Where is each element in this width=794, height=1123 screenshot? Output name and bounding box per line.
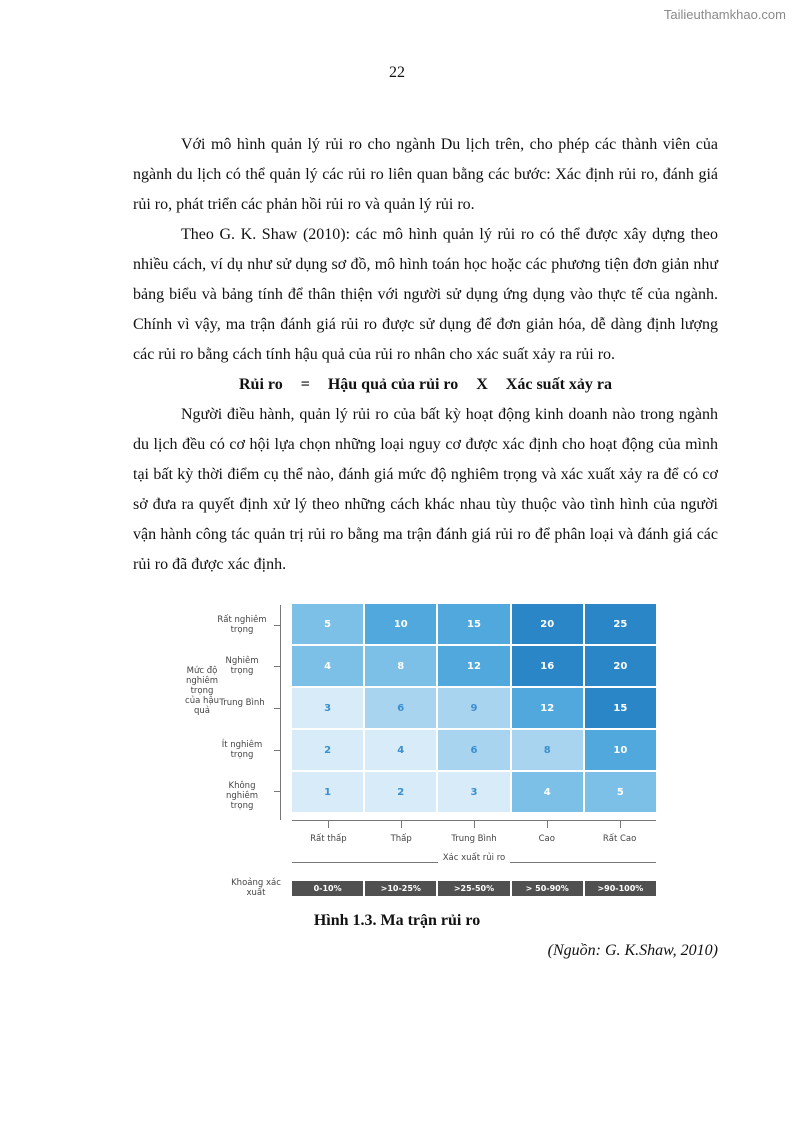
probability-ranges (292, 881, 656, 896)
probability-range: > 50-90% (512, 881, 583, 896)
y-tick (274, 750, 281, 751)
probability-range: >25-50% (438, 881, 509, 896)
matrix-cell: 4 (292, 646, 363, 686)
range-label: Khoảng xác xuất (231, 878, 281, 898)
matrix-cell: 20 (512, 604, 583, 644)
formula-equals: = (300, 376, 310, 393)
probability-range: 0-10% (292, 881, 363, 896)
row-label: Rất nghiêm trọng (217, 614, 267, 635)
y-tick (274, 791, 281, 792)
matrix-cell: 25 (585, 604, 656, 644)
matrix-cell: 3 (438, 772, 509, 812)
x-tick (328, 820, 329, 828)
matrix-cell: 10 (585, 730, 656, 770)
matrix-cell: 8 (365, 646, 436, 686)
matrix-cell: 2 (292, 730, 363, 770)
matrix-cell: 5 (292, 604, 363, 644)
column-label: Rất thấp (310, 834, 347, 844)
matrix-cell: 8 (512, 730, 583, 770)
matrix-cell: 4 (512, 772, 583, 812)
matrix-cell: 20 (585, 646, 656, 686)
matrix-cell: 12 (438, 646, 509, 686)
y-axis-line (280, 605, 281, 820)
matrix-cell: 3 (292, 688, 363, 728)
paragraph-1: Với mô hình quản lý rủi ro cho ngành Du lịch trên, cho phép các thành viên của ngành du lịch có thể quản lý các rủi ro liên quan bằng các bước: Xác định rủi ro, đánh giá rủi ro, phát triển các phản hồi rủi ro và quản lý rủi ro. (133, 136, 718, 213)
probability-range: >10-25% (365, 881, 436, 896)
y-axis-title: Mức độ nghiêm trọng của hậu quả (185, 666, 219, 716)
matrix-cell: 12 (512, 688, 583, 728)
matrix-cell: 5 (585, 772, 656, 812)
row-label: Nghiêm trọng (225, 656, 259, 677)
matrix-cell: 10 (365, 604, 436, 644)
x-tick (474, 820, 475, 828)
x-tick (401, 820, 402, 828)
risk-matrix-figure (185, 600, 660, 900)
y-tick (274, 625, 281, 626)
formula-term1: Hậu quả của rủi ro (327, 376, 459, 393)
matrix-cell: 2 (365, 772, 436, 812)
figure-source: (Nguồn: G. K.Shaw, 2010) (547, 942, 718, 959)
column-label: Thấp (390, 834, 412, 844)
paragraph-2: Theo G. K. Shaw (2010): các mô hình quản lý rủi ro có thể được xây dựng theo nhiều cách, ví dụ như sử dụng sơ đồ, mô hình toán học hoặc các phương tiện đơn giản như bảng biểu và bảng tính để thân thiện với người sử dụng ứng dụng vào thực tế của ngành. Chính vì vậy, ma trận đánh giá rủi ro được sử dụng để đơn giản hóa, dễ dàng định lượng các rủi ro bằng cách tính hậu quả của rủi ro nhân cho xác suất xảy ra rủi ro. (133, 226, 718, 363)
matrix-cell: 9 (438, 688, 509, 728)
matrix-cell: 15 (438, 604, 509, 644)
column-label: Trung Bình (451, 834, 497, 844)
body-text (133, 130, 718, 580)
matrix-cell: 15 (585, 688, 656, 728)
row-label: Không nghiêm trọng (225, 781, 259, 812)
x-axis-title: Xác xuất rủi ro (438, 853, 510, 863)
y-tick (274, 666, 281, 667)
matrix-cell: 4 (365, 730, 436, 770)
formula-times: X (476, 376, 488, 393)
paragraph-3: Người điều hành, quản lý rủi ro của bất kỳ hoạt động kinh doanh nào trong ngành du lịch đều có cơ hội lựa chọn những loại nguy cơ được xác định cho hoạt động của mình tại bất kỳ thời điểm cụ thể nào, đánh giá mức độ nghiêm trọng và xác xuất xảy ra để có cơ sở đưa ra quyết định xử lý theo những cách khác nhau tùy thuộc vào tình hình của người vận hành công tác quản trị rủi ro bằng ma trận đánh giá rủi ro để phân loại và đánh giá các rủi ro đã được xác định. (133, 406, 718, 573)
matrix-cell: 16 (512, 646, 583, 686)
column-label: Rất Cao (602, 834, 637, 844)
figure-caption: Hình 1.3. Ma trận rủi ro (313, 912, 481, 929)
page-number: 22 (389, 64, 405, 81)
probability-range: >90-100% (585, 881, 656, 896)
x-tick (547, 820, 548, 828)
row-label: Trung Bình (219, 698, 265, 708)
row-label: Ít nghiêm trọng (221, 739, 263, 760)
matrix-cell: 6 (365, 688, 436, 728)
matrix-cell: 6 (438, 730, 509, 770)
risk-matrix-grid (292, 604, 656, 812)
watermark: Tailieuthamkhao.com (663, 7, 786, 22)
matrix-cell: 1 (292, 772, 363, 812)
risk-formula (133, 370, 718, 400)
y-tick (274, 708, 281, 709)
formula-term2: Xác suất xảy ra (505, 376, 613, 393)
column-label: Cao (538, 834, 555, 844)
x-tick (620, 820, 621, 828)
formula-left: Rủi ro (238, 376, 283, 393)
